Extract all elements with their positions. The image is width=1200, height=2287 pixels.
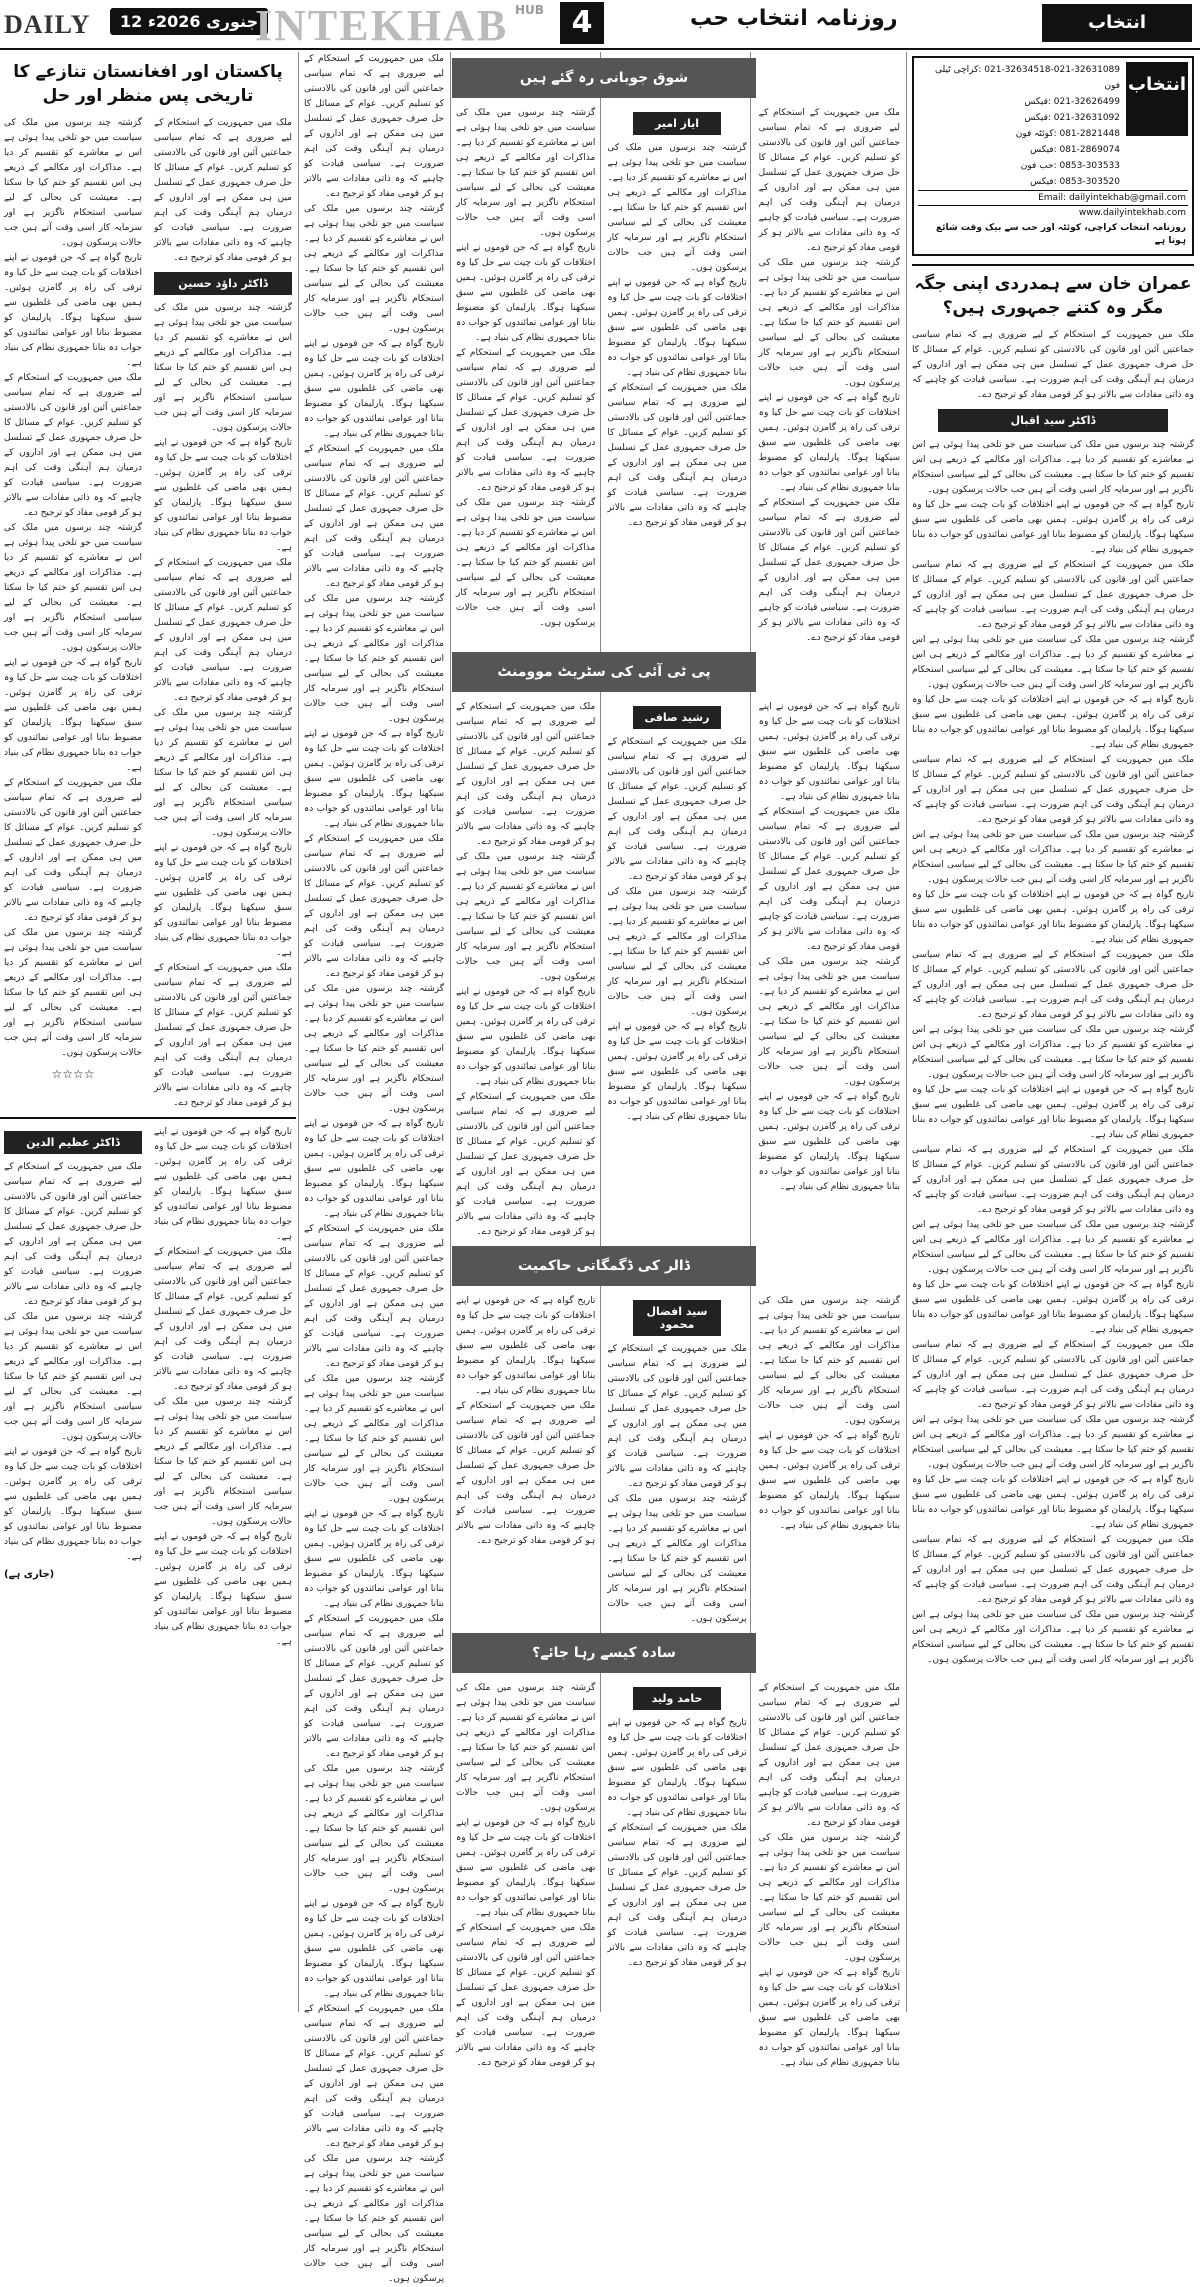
article-title: شوق جوبانی رہ گئے ہیں	[452, 58, 756, 98]
article-body: ملک میں جمہوریت کے استحکام کے لیے ضروری ہے کہ تمام سیاسی جماعتیں آئین اور قانون کی بالادستی کو تسلیم کریں۔ عوام کے مسائل کا حل صرف جمہوری عمل کے تسلسل میں ہی ممکن ہے اور اداروں کے درمیان ہم آہنگی وقت کی اہم ضرورت ہے۔ سیاسی قیادت کو چاہیے کہ وہ ذاتی مفادات سے بالاتر ہو کر قومی مفاد کو ترجیح دے۔	[304, 1224, 444, 1369]
article-body: گزشتہ چند برسوں میں ملک کی سیاست میں جو تلخی پیدا ہوئی ہے اس نے معاشرے کو تقسیم کر دیا ہے۔ مذاکرات اور مکالمے کے ذریعے ہی اس تقسیم کو ختم کیا جا سکتا ہے۔ معیشت کی بحالی کے لیے سیاسی استحکام ناگزیر ہے اور سرمایہ کار اسی وقت آتے ہیں جب حالات پرسکون ہوں۔	[304, 984, 444, 1114]
article-byline: ڈاکٹر عظیم الدین	[4, 1131, 142, 1154]
article-body: گزشتہ چند برسوں میں ملک کی سیاست میں جو تلخی پیدا ہوئی ہے اس نے معاشرے کو تقسیم کر دیا ہے۔ مذاکرات اور مکالمے کے ذریعے ہی اس تقسیم کو ختم کیا جا سکتا ہے۔ معیشت کی بحالی کے لیے سیاسی استحکام ناگزیر ہے اور سرمایہ کار اسی وقت آتے ہیں جب حالات پرسکون ہوں۔	[912, 1415, 1194, 1470]
article-body: تاریخ گواہ ہے کہ جن قوموں نے اپنے اختلافات کو بات چیت سے حل کیا وہ ترقی کی راہ پر گامزن ہوئیں۔ ہمیں بھی ماضی کی غلطیوں سے سبق سیکھنا ہوگا۔ پارلیمان کو مضبوط بنانا اور عوامی نمائندوں کو جواب دہ بنانا جمہوری نظام کی بنیاد ہے۔	[455, 1818, 596, 1918]
article-byline: سید افضال محمود	[633, 1300, 720, 1336]
article-body: تاریخ گواہ ہے کہ جن قوموں نے اپنے اختلافات کو بات چیت سے حل کیا وہ ترقی کی راہ پر گامزن ہوئیں۔ ہمیں بھی ماضی کی غلطیوں سے سبق سیکھنا ہوگا۔ پارلیمان کو مضبوط بنانا اور عوامی نمائندوں کو جواب دہ بنانا جمہوری نظام کی بنیاد ہے۔	[758, 1431, 900, 1531]
article-body: تاریخ گواہ ہے کہ جن قوموں نے اپنے اختلافات کو بات چیت سے حل کیا وہ ترقی کی راہ پر گامزن ہوئیں۔ ہمیں بھی ماضی کی غلطیوں سے سبق سیکھنا ہوگا۔ پارلیمان کو مضبوط بنانا اور عوامی نمائندوں کو جواب دہ بنانا جمہوری نظام کی بنیاد ہے۔	[607, 1718, 747, 1818]
section-divider	[0, 1117, 296, 1119]
article-body: ملک میں جمہوریت کے استحکام کے لیے ضروری ہے کہ تمام سیاسی جماعتیں آئین اور قانون کی بالادستی کو تسلیم کریں۔ عوام کے مسائل کا حل صرف جمہوری عمل کے تسلسل میں ہی ممکن ہے اور اداروں کے درمیان ہم آہنگی وقت کی اہم ضرورت ہے۔ سیاسی قیادت کو چاہیے کہ وہ ذاتی مفادات سے بالاتر ہو کر قومی مفاد کو ترجیح دے۔	[912, 950, 1194, 1020]
article-body: تاریخ گواہ ہے کہ جن قوموں نے اپنے اختلافات کو بات چیت سے حل کیا وہ ترقی کی راہ پر گامزن ہوئیں۔ ہمیں بھی ماضی کی غلطیوں سے سبق سیکھنا ہوگا۔ پارلیمان کو مضبوط بنانا اور عوامی نمائندوں کو جواب دہ بنانا جمہوری نظام کی بنیاد ہے۔	[607, 278, 747, 378]
article-body: ملک میں جمہوریت کے استحکام کے لیے ضروری ہے کہ تمام سیاسی جماعتیں آئین اور قانون کی بالادستی کو تسلیم کریں۔ عوام کے مسائل کا حل صرف جمہوری عمل کے تسلسل میں ہی ممکن ہے اور اداروں کے درمیان ہم آہنگی وقت کی اہم ضرورت ہے۔ سیاسی قیادت کو چاہیے کہ وہ ذاتی مفادات سے بالاتر ہو کر قومی مفاد کو ترجیح دے۔	[758, 108, 900, 253]
article-byline: ڈاکٹر سید اقبال	[938, 409, 1168, 432]
article-body: تاریخ گواہ ہے کہ جن قوموں نے اپنے اختلافات کو بات چیت سے حل کیا وہ ترقی کی راہ پر گامزن ہوئیں۔ ہمیں بھی ماضی کی غلطیوں سے سبق سیکھنا ہوگا۔ پارلیمان کو مضبوط بنانا اور عوامی نمائندوں کو جواب دہ بنانا جمہوری نظام کی بنیاد ہے۔	[154, 843, 292, 958]
article-body: گزشتہ چند برسوں میں ملک کی سیاست میں جو تلخی پیدا ہوئی ہے اس نے معاشرے کو تقسیم کر دیا ہے۔ مذاکرات اور مکالمے کے ذریعے ہی اس تقسیم کو ختم کیا جا سکتا ہے۔ معیشت کی بحالی کے لیے سیاسی استحکام ناگزیر ہے اور سرمایہ کار اسی وقت آتے ہیں جب حالات پرسکون ہوں۔	[912, 1610, 1194, 1665]
article-body: ملک میں جمہوریت کے استحکام کے لیے ضروری ہے کہ تمام سیاسی جماعتیں آئین اور قانون کی بالادستی کو تسلیم کریں۔ عوام کے مسائل کا حل صرف جمہوری عمل کے تسلسل میں ہی ممکن ہے اور اداروں کے درمیان ہم آہنگی وقت کی اہم ضرورت ہے۔ سیاسی قیادت کو چاہیے کہ وہ ذاتی مفادات سے بالاتر ہو کر قومی مفاد کو ترجیح دے۔	[4, 1162, 142, 1307]
column-rule	[450, 52, 451, 2012]
article-title: پاکستان اور افغانستان تنازعے کا تاریخی پس منظر اور حل	[13, 62, 283, 106]
article-body: تاریخ گواہ ہے کہ جن قوموں نے اپنے اختلافات کو بات چیت سے حل کیا وہ ترقی کی راہ پر گامزن ہوئیں۔ ہمیں بھی ماضی کی غلطیوں سے سبق سیکھنا ہوگا۔ پارلیمان کو مضبوط بنانا اور عوامی نمائندوں کو جواب دہ بنانا جمہوری نظام کی بنیاد ہے۔	[4, 253, 142, 368]
article-byline: ڈاکٹر داؤد حسین	[154, 272, 292, 295]
email-line[interactable]: Email: dailyintekhab@gmail.com	[918, 190, 1188, 205]
contact-line: 081-2869074 :فیکس	[1030, 145, 1120, 155]
issue-date: 12 جنوری 2026ء	[110, 8, 268, 35]
left-column	[0, 52, 296, 2017]
article-body: ملک میں جمہوریت کے استحکام کے لیے ضروری ہے کہ تمام سیاسی جماعتیں آئین اور قانون کی بالادستی کو تسلیم کریں۔ عوام کے مسائل کا حل صرف جمہوری عمل کے تسلسل میں ہی ممکن ہے اور اداروں کے درمیان ہم آہنگی وقت کی اہم ضرورت ہے۔ سیاسی قیادت کو چاہیے کہ وہ ذاتی مفادات سے بالاتر ہو کر قومی مفاد کو ترجیح دے۔	[758, 498, 900, 643]
contact-line: 081-2821448 :کوئٹہ فون	[1015, 129, 1120, 139]
article-byline: رشید صافی	[633, 706, 720, 729]
contact-line: 021-32631092 :فیکس	[1024, 113, 1120, 123]
article-body: تاریخ گواہ ہے کہ جن قوموں نے اپنے اختلافات کو بات چیت سے حل کیا وہ ترقی کی راہ پر گامزن ہوئیں۔ ہمیں بھی ماضی کی غلطیوں سے سبق سیکھنا ہوگا۔ پارلیمان کو مضبوط بنانا اور عوامی نمائندوں کو جواب دہ بنانا جمہوری نظام کی بنیاد ہے۔	[455, 987, 596, 1087]
masthead-urdu-title: روزنامہ انتخاب حب	[690, 6, 898, 31]
article-body: ملک میں جمہوریت کے استحکام کے لیے ضروری ہے کہ تمام سیاسی جماعتیں آئین اور قانون کی بالادستی کو تسلیم کریں۔ عوام کے مسائل کا حل صرف جمہوری عمل کے تسلسل میں ہی ممکن ہے اور اداروں کے درمیان ہم آہنگی وقت کی اہم ضرورت ہے۔ سیاسی قیادت کو چاہیے کہ وہ ذاتی مفادات سے بالاتر ہو کر قومی مفاد کو ترجیح دے۔	[304, 444, 444, 589]
article-body: تاریخ گواہ ہے کہ جن قوموں نے اپنے اختلافات کو بات چیت سے حل کیا وہ ترقی کی راہ پر گامزن ہوئیں۔ ہمیں بھی ماضی کی غلطیوں سے سبق سیکھنا ہوگا۔ پارلیمان کو مضبوط بنانا اور عوامی نمائندوں کو جواب دہ بنانا جمہوری نظام کی بنیاد ہے۔	[758, 1092, 900, 1192]
article-body: ملک میں جمہوریت کے استحکام کے لیے ضروری ہے کہ تمام سیاسی جماعتیں آئین اور قانون کی بالادستی کو تسلیم کریں۔ عوام کے مسائل کا حل صرف جمہوری عمل کے تسلسل میں ہی ممکن ہے اور اداروں کے درمیان ہم آہنگی وقت کی اہم ضرورت ہے۔ سیاسی قیادت کو چاہیے کہ وہ ذاتی مفادات سے بالاتر ہو کر قومی مفاد کو ترجیح دے۔	[304, 1614, 444, 1759]
website-line[interactable]: www.dailyintekhab.com	[918, 205, 1188, 220]
article-body: گزشتہ چند برسوں میں ملک کی سیاست میں جو تلخی پیدا ہوئی ہے اس نے معاشرے کو تقسیم کر دیا ہے۔ مذاکرات اور مکالمے کے ذریعے ہی اس تقسیم کو ختم کیا جا سکتا ہے۔ معیشت کی بحالی کے لیے سیاسی استحکام ناگزیر ہے اور سرمایہ کار اسی وقت آتے ہیں جب حالات پرسکون ہوں۔	[758, 258, 900, 388]
article-body: ملک میں جمہوریت کے استحکام کے لیے ضروری ہے کہ تمام سیاسی جماعتیں آئین اور قانون کی بالادستی کو تسلیم کریں۔ عوام کے مسائل کا حل صرف جمہوری عمل کے تسلسل میں ہی ممکن ہے اور اداروں کے درمیان ہم آہنگی وقت کی اہم ضرورت ہے۔ سیاسی قیادت کو چاہیے کہ وہ ذاتی مفادات سے بالاتر ہو کر قومی مفاد کو ترجیح دے۔	[912, 755, 1194, 825]
article-body: گزشتہ چند برسوں میں ملک کی سیاست میں جو تلخی پیدا ہوئی ہے اس نے معاشرے کو تقسیم کر دیا ہے۔ مذاکرات اور مکالمے کے ذریعے ہی اس تقسیم کو ختم کیا جا سکتا ہے۔ معیشت کی بحالی کے لیے سیاسی استحکام ناگزیر ہے اور سرمایہ کار اسی وقت آتے ہیں جب حالات پرسکون ہوں۔	[304, 594, 444, 724]
article-body: ملک میں جمہوریت کے استحکام کے لیے ضروری ہے کہ تمام سیاسی جماعتیں آئین اور قانون کی بالادستی کو تسلیم کریں۔ عوام کے مسائل کا حل صرف جمہوری عمل کے تسلسل میں ہی ممکن ہے اور اداروں کے درمیان ہم آہنگی وقت کی اہم ضرورت ہے۔ سیاسی قیادت کو چاہیے کہ وہ ذاتی مفادات سے بالاتر ہو کر قومی مفاد کو ترجیح دے۔	[154, 1247, 292, 1392]
article-body: تاریخ گواہ ہے کہ جن قوموں نے اپنے اختلافات کو بات چیت سے حل کیا وہ ترقی کی راہ پر گامزن ہوئیں۔ ہمیں بھی ماضی کی غلطیوں سے سبق سیکھنا ہوگا۔ پارلیمان کو مضبوط بنانا اور عوامی نمائندوں کو جواب دہ بنانا جمہوری نظام کی بنیاد ہے۔	[304, 1899, 444, 1999]
contact-list	[918, 62, 1120, 190]
article-body: گزشتہ چند برسوں میں ملک کی سیاست میں جو تلخی پیدا ہوئی ہے اس نے معاشرے کو تقسیم کر دیا ہے۔ مذاکرات اور مکالمے کے ذریعے ہی اس تقسیم کو ختم کیا جا سکتا ہے۔ معیشت کی بحالی کے لیے سیاسی استحکام ناگزیر ہے اور سرمایہ کار اسی وقت آتے ہیں جب حالات پرسکون ہوں۔	[304, 1374, 444, 1504]
publication-notice: روزنامہ انتخاب کراچی، کوئٹہ اور حب سے بیک وقت شائع ہوتا ہے	[936, 223, 1186, 246]
article-byline: ایاز امیر	[633, 112, 720, 135]
article-body: تاریخ گواہ ہے کہ جن قوموں نے اپنے اختلافات کو بات چیت سے حل کیا وہ ترقی کی راہ پر گامزن ہوئیں۔ ہمیں بھی ماضی کی غلطیوں سے سبق سیکھنا ہوگا۔ پارلیمان کو مضبوط بنانا اور عوامی نمائندوں کو جواب دہ بنانا جمہوری نظام کی بنیاد ہے۔	[4, 658, 142, 773]
masthead	[0, 0, 1200, 50]
article-body: ملک میں جمہوریت کے استحکام کے لیے ضروری ہے کہ تمام سیاسی جماعتیں آئین اور قانون کی بالادستی کو تسلیم کریں۔ عوام کے مسائل کا حل صرف جمہوری عمل کے تسلسل میں ہی ممکن ہے اور اداروں کے درمیان ہم آہنگی وقت کی اہم ضرورت ہے۔ سیاسی قیادت کو چاہیے کہ وہ ذاتی مفادات سے بالاتر ہو کر قومی مفاد کو ترجیح دے۔	[607, 1344, 747, 1489]
article-body: ملک میں جمہوریت کے استحکام کے لیے ضروری ہے کہ تمام سیاسی جماعتیں آئین اور قانون کی بالادستی کو تسلیم کریں۔ عوام کے مسائل کا حل صرف جمہوری عمل کے تسلسل میں ہی ممکن ہے اور اداروں کے درمیان ہم آہنگی وقت کی اہم ضرورت ہے۔ سیاسی قیادت کو چاہیے کہ وہ ذاتی مفادات سے بالاتر ہو کر قومی مفاد کو ترجیح دے۔	[455, 1401, 596, 1546]
column-rule	[906, 52, 907, 2012]
article-body: گزشتہ چند برسوں میں ملک کی سیاست میں جو تلخی پیدا ہوئی ہے اس نے معاشرے کو تقسیم کر دیا ہے۔ مذاکرات اور مکالمے کے ذریعے ہی اس تقسیم کو ختم کیا جا سکتا ہے۔ معیشت کی بحالی کے لیے سیاسی استحکام ناگزیر ہے اور سرمایہ کار اسی وقت آتے ہیں جب حالات پرسکون ہوں۔	[912, 830, 1194, 885]
contact-line: 0853-303520 :فیکس	[1030, 177, 1120, 187]
article-body: گزشتہ چند برسوں میں ملک کی سیاست میں جو تلخی پیدا ہوئی ہے اس نے معاشرے کو تقسیم کر دیا ہے۔ مذاکرات اور مکالمے کے ذریعے ہی اس تقسیم کو ختم کیا جا سکتا ہے۔ معیشت کی بحالی کے لیے سیاسی استحکام ناگزیر ہے اور سرمایہ کار اسی وقت آتے ہیں جب حالات پرسکون ہوں۔	[304, 2154, 444, 2284]
article-body: ملک میں جمہوریت کے استحکام کے لیے ضروری ہے کہ تمام سیاسی جماعتیں آئین اور قانون کی بالادستی کو تسلیم کریں۔ عوام کے مسائل کا حل صرف جمہوری عمل کے تسلسل میں ہی ممکن ہے اور اداروں کے درمیان ہم آہنگی وقت کی اہم ضرورت ہے۔ سیاسی قیادت کو چاہیے کہ وہ ذاتی مفادات سے بالاتر ہو کر قومی مفاد کو ترجیح دے۔	[758, 1683, 900, 1828]
article-body: ملک میں جمہوریت کے استحکام کے لیے ضروری ہے کہ تمام سیاسی جماعتیں آئین اور قانون کی بالادستی کو تسلیم کریں۔ عوام کے مسائل کا حل صرف جمہوری عمل کے تسلسل میں ہی ممکن ہے اور اداروں کے درمیان ہم آہنگی وقت کی اہم ضرورت ہے۔ سیاسی قیادت کو چاہیے کہ وہ ذاتی مفادات سے بالاتر ہو کر قومی مفاد کو ترجیح دے۔	[607, 383, 747, 528]
article-body: ملک میں جمہوریت کے استحکام کے لیے ضروری ہے کہ تمام سیاسی جماعتیں آئین اور قانون کی بالادستی کو تسلیم کریں۔ عوام کے مسائل کا حل صرف جمہوری عمل کے تسلسل میں ہی ممکن ہے اور اداروں کے درمیان ہم آہنگی وقت کی اہم ضرورت ہے۔ سیاسی قیادت کو چاہیے کہ وہ ذاتی مفادات سے بالاتر ہو کر قومی مفاد کو ترجیح دے۔	[455, 348, 596, 493]
article-body: گزشتہ چند برسوں میں ملک کی سیاست میں جو تلخی پیدا ہوئی ہے اس نے معاشرے کو تقسیم کر دیا ہے۔ مذاکرات اور مکالمے کے ذریعے ہی اس تقسیم کو ختم کیا جا سکتا ہے۔ معیشت کی بحالی کے لیے سیاسی استحکام ناگزیر ہے اور سرمایہ کار اسی وقت آتے ہیں جب حالات پرسکون ہوں۔	[154, 1397, 292, 1527]
article-body: گزشتہ چند برسوں میں ملک کی سیاست میں جو تلخی پیدا ہوئی ہے اس نے معاشرے کو تقسیم کر دیا ہے۔ مذاکرات اور مکالمے کے ذریعے ہی اس تقسیم کو ختم کیا جا سکتا ہے۔ معیشت کی بحالی کے لیے سیاسی استحکام ناگزیر ہے اور سرمایہ کار اسی وقت آتے ہیں جب حالات پرسکون ہوں۔	[607, 143, 747, 273]
page-number: 4	[560, 2, 604, 44]
article-body: ملک میں جمہوریت کے استحکام کے لیے ضروری ہے کہ تمام سیاسی جماعتیں آئین اور قانون کی بالادستی کو تسلیم کریں۔ عوام کے مسائل کا حل صرف جمہوری عمل کے تسلسل میں ہی ممکن ہے اور اداروں کے درمیان ہم آہنگی وقت کی اہم ضرورت ہے۔ سیاسی قیادت کو چاہیے کہ وہ ذاتی مفادات سے بالاتر ہو کر قومی مفاد کو ترجیح دے۔	[607, 737, 747, 882]
article-body: ملک میں جمہوریت کے استحکام کے لیے ضروری ہے کہ تمام سیاسی جماعتیں آئین اور قانون کی بالادستی کو تسلیم کریں۔ عوام کے مسائل کا حل صرف جمہوری عمل کے تسلسل میں ہی ممکن ہے اور اداروں کے درمیان ہم آہنگی وقت کی اہم ضرورت ہے۔ سیاسی قیادت کو چاہیے کہ وہ ذاتی مفادات سے بالاتر ہو کر قومی مفاد کو ترجیح دے۔	[154, 118, 292, 263]
article-body: ملک میں جمہوریت کے استحکام کے لیے ضروری ہے کہ تمام سیاسی جماعتیں آئین اور قانون کی بالادستی کو تسلیم کریں۔ عوام کے مسائل کا حل صرف جمہوری عمل کے تسلسل میں ہی ممکن ہے اور اداروں کے درمیان ہم آہنگی وقت کی اہم ضرورت ہے۔ سیاسی قیادت کو چاہیے کہ وہ ذاتی مفادات سے بالاتر ہو کر قومی مفاد کو ترجیح دے۔	[154, 963, 292, 1108]
publication-logo: انتخاب	[1126, 62, 1188, 136]
article-body: تاریخ گواہ ہے کہ جن قوموں نے اپنے اختلافات کو بات چیت سے حل کیا وہ ترقی کی راہ پر گامزن ہوئیں۔ ہمیں بھی ماضی کی غلطیوں سے سبق سیکھنا ہوگا۔ پارلیمان کو مضبوط بنانا اور عوامی نمائندوں کو جواب دہ بنانا جمہوری نظام کی بنیاد ہے۔	[154, 1532, 292, 1647]
article-body: گزشتہ چند برسوں میں ملک کی سیاست میں جو تلخی پیدا ہوئی ہے اس نے معاشرے کو تقسیم کر دیا ہے۔ مذاکرات اور مکالمے کے ذریعے ہی اس تقسیم کو ختم کیا جا سکتا ہے۔ معیشت کی بحالی کے لیے سیاسی استحکام ناگزیر ہے اور سرمایہ کار اسی وقت آتے ہیں جب حالات پرسکون ہوں۔	[455, 498, 596, 628]
article-body: ملک میں جمہوریت کے استحکام کے لیے ضروری ہے کہ تمام سیاسی جماعتیں آئین اور قانون کی بالادستی کو تسلیم کریں۔ عوام کے مسائل کا حل صرف جمہوری عمل کے تسلسل میں ہی ممکن ہے اور اداروں کے درمیان ہم آہنگی وقت کی اہم ضرورت ہے۔ سیاسی قیادت کو چاہیے کہ وہ ذاتی مفادات سے بالاتر ہو کر قومی مفاد کو ترجیح دے۔	[304, 54, 444, 199]
article-title: سادہ کیسے رہا جائے؟	[452, 1633, 756, 1673]
article-body: گزشتہ چند برسوں میں ملک کی سیاست میں جو تلخی پیدا ہوئی ہے اس نے معاشرے کو تقسیم کر دیا ہے۔ مذاکرات اور مکالمے کے ذریعے ہی اس تقسیم کو ختم کیا جا سکتا ہے۔ معیشت کی بحالی کے لیے سیاسی استحکام ناگزیر ہے اور سرمایہ کار اسی وقت آتے ہیں جب حالات پرسکون ہوں۔	[455, 852, 596, 982]
article-body: ملک میں جمہوریت کے استحکام کے لیے ضروری ہے کہ تمام سیاسی جماعتیں آئین اور قانون کی بالادستی کو تسلیم کریں۔ عوام کے مسائل کا حل صرف جمہوری عمل کے تسلسل میں ہی ممکن ہے اور اداروں کے درمیان ہم آہنگی وقت کی اہم ضرورت ہے۔ سیاسی قیادت کو چاہیے کہ وہ ذاتی مفادات سے بالاتر ہو کر قومی مفاد کو ترجیح دے۔	[154, 558, 292, 703]
right-column	[908, 52, 1198, 2017]
article-body: تاریخ گواہ ہے کہ جن قوموں نے اپنے اختلافات کو بات چیت سے حل کیا وہ ترقی کی راہ پر گامزن ہوئیں۔ ہمیں بھی ماضی کی غلطیوں سے سبق سیکھنا ہوگا۔ پارلیمان کو مضبوط بنانا اور عوامی نمائندوں کو جواب دہ بنانا جمہوری نظام کی بنیاد ہے۔	[912, 890, 1194, 945]
contact-line: 0853-303533 :حب فون	[1020, 161, 1120, 171]
article-body: تاریخ گواہ ہے کہ جن قوموں نے اپنے اختلافات کو بات چیت سے حل کیا وہ ترقی کی راہ پر گامزن ہوئیں۔ ہمیں بھی ماضی کی غلطیوں سے سبق سیکھنا ہوگا۔ پارلیمان کو مضبوط بنانا اور عوامی نمائندوں کو جواب دہ بنانا جمہوری نظام کی بنیاد ہے۔	[758, 1968, 900, 2068]
article-body: تاریخ گواہ ہے کہ جن قوموں نے اپنے اختلافات کو بات چیت سے حل کیا وہ ترقی کی راہ پر گامزن ہوئیں۔ ہمیں بھی ماضی کی غلطیوں سے سبق سیکھنا ہوگا۔ پارلیمان کو مضبوط بنانا اور عوامی نمائندوں کو جواب دہ بنانا جمہوری نظام کی بنیاد ہے۔	[304, 1509, 444, 1609]
article-body: گزشتہ چند برسوں میں ملک کی سیاست میں جو تلخی پیدا ہوئی ہے اس نے معاشرے کو تقسیم کر دیا ہے۔ مذاکرات اور مکالمے کے ذریعے ہی اس تقسیم کو ختم کیا جا سکتا ہے۔ معیشت کی بحالی کے لیے سیاسی استحکام ناگزیر ہے اور سرمایہ کار اسی وقت آتے ہیں جب حالات پرسکون ہوں۔	[4, 1312, 142, 1442]
contact-line: 021-32634518-021-32631089 :کراچی ٹیلی فون	[935, 65, 1120, 91]
contact-line: 021-32626499 :فیکس	[1024, 97, 1120, 107]
column-rule	[298, 52, 299, 2012]
article-title: عمران خان سے ہمدردی اپنی جگہ مگر وہ کتنے جمہوری ہیں؟	[912, 264, 1194, 320]
article-body: گزشتہ چند برسوں میں ملک کی سیاست میں جو تلخی پیدا ہوئی ہے اس نے معاشرے کو تقسیم کر دیا ہے۔ مذاکرات اور مکالمے کے ذریعے ہی اس تقسیم کو ختم کیا جا سکتا ہے۔ معیشت کی بحالی کے لیے سیاسی استحکام ناگزیر ہے اور سرمایہ کار اسی وقت آتے ہیں جب حالات پرسکون ہوں۔	[912, 440, 1194, 495]
article-body: تاریخ گواہ ہے کہ جن قوموں نے اپنے اختلافات کو بات چیت سے حل کیا وہ ترقی کی راہ پر گامزن ہوئیں۔ ہمیں بھی ماضی کی غلطیوں سے سبق سیکھنا ہوگا۔ پارلیمان کو مضبوط بنانا اور عوامی نمائندوں کو جواب دہ بنانا جمہوری نظام کی بنیاد ہے۔	[912, 500, 1194, 555]
article-body: ملک میں جمہوریت کے استحکام کے لیے ضروری ہے کہ تمام سیاسی جماعتیں آئین اور قانون کی بالادستی کو تسلیم کریں۔ عوام کے مسائل کا حل صرف جمہوری عمل کے تسلسل میں ہی ممکن ہے اور اداروں کے درمیان ہم آہنگی وقت کی اہم ضرورت ہے۔ سیاسی قیادت کو چاہیے کہ وہ ذاتی مفادات سے بالاتر ہو کر قومی مفاد کو ترجیح دے۔	[455, 1923, 596, 2068]
article-body: تاریخ گواہ ہے کہ جن قوموں نے اپنے اختلافات کو بات چیت سے حل کیا وہ ترقی کی راہ پر گامزن ہوئیں۔ ہمیں بھی ماضی کی غلطیوں سے سبق سیکھنا ہوگا۔ پارلیمان کو مضبوط بنانا اور عوامی نمائندوں کو جواب دہ بنانا جمہوری نظام کی بنیاد ہے۔	[455, 1296, 596, 1396]
article-title: ڈالر کی ڈگمگاتی حاکمیت	[452, 1246, 756, 1286]
article-body: ملک میں جمہوریت کے استحکام کے لیے ضروری ہے کہ تمام سیاسی جماعتیں آئین اور قانون کی بالادستی کو تسلیم کریں۔ عوام کے مسائل کا حل صرف جمہوری عمل کے تسلسل میں ہی ممکن ہے اور اداروں کے درمیان ہم آہنگی وقت کی اہم ضرورت ہے۔ سیاسی قیادت کو چاہیے کہ وہ ذاتی مفادات سے بالاتر ہو کر قومی مفاد کو ترجیح دے۔	[912, 1145, 1194, 1215]
article-body: تاریخ گواہ ہے کہ جن قوموں نے اپنے اختلافات کو بات چیت سے حل کیا وہ ترقی کی راہ پر گامزن ہوئیں۔ ہمیں بھی ماضی کی غلطیوں سے سبق سیکھنا ہوگا۔ پارلیمان کو مضبوط بنانا اور عوامی نمائندوں کو جواب دہ بنانا جمہوری نظام کی بنیاد ہے۔	[304, 1119, 444, 1219]
continued-note: (جاری ہے)	[4, 1569, 55, 1580]
article-body: ملک میں جمہوریت کے استحکام کے لیے ضروری ہے کہ تمام سیاسی جماعتیں آئین اور قانون کی بالادستی کو تسلیم کریں۔ عوام کے مسائل کا حل صرف جمہوری عمل کے تسلسل میں ہی ممکن ہے اور اداروں کے درمیان ہم آہنگی وقت کی اہم ضرورت ہے۔ سیاسی قیادت کو چاہیے کہ وہ ذاتی مفادات سے بالاتر ہو کر قومی مفاد کو ترجیح دے۔	[607, 1823, 747, 1968]
article-body: گزشتہ چند برسوں میں ملک کی سیاست میں جو تلخی پیدا ہوئی ہے اس نے معاشرے کو تقسیم کر دیا ہے۔ مذاکرات اور مکالمے کے ذریعے ہی اس تقسیم کو ختم کیا جا سکتا ہے۔ معیشت کی بحالی کے لیے سیاسی استحکام ناگزیر ہے اور سرمایہ کار اسی وقت آتے ہیں جب حالات پرسکون ہوں۔	[912, 635, 1194, 690]
article-body: گزشتہ چند برسوں میں ملک کی سیاست میں جو تلخی پیدا ہوئی ہے اس نے معاشرے کو تقسیم کر دیا ہے۔ مذاکرات اور مکالمے کے ذریعے ہی اس تقسیم کو ختم کیا جا سکتا ہے۔ معیشت کی بحالی کے لیے سیاسی استحکام ناگزیر ہے اور سرمایہ کار اسی وقت آتے ہیں جب حالات پرسکون ہوں۔	[455, 1683, 596, 1813]
masthead-brand: INTEKHAB	[255, 1, 509, 50]
article-body: تاریخ گواہ ہے کہ جن قوموں نے اپنے اختلافات کو بات چیت سے حل کیا وہ ترقی کی راہ پر گامزن ہوئیں۔ ہمیں بھی ماضی کی غلطیوں سے سبق سیکھنا ہوگا۔ پارلیمان کو مضبوط بنانا اور عوامی نمائندوں کو جواب دہ بنانا جمہوری نظام کی بنیاد ہے۔	[607, 1022, 747, 1122]
article-body: گزشتہ چند برسوں میں ملک کی سیاست میں جو تلخی پیدا ہوئی ہے اس نے معاشرے کو تقسیم کر دیا ہے۔ مذاکرات اور مکالمے کے ذریعے ہی اس تقسیم کو ختم کیا جا سکتا ہے۔ معیشت کی بحالی کے لیے سیاسی استحکام ناگزیر ہے اور سرمایہ کار اسی وقت آتے ہیں جب حالات پرسکون ہوں۔	[4, 118, 142, 248]
article-body: ملک میں جمہوریت کے استحکام کے لیے ضروری ہے کہ تمام سیاسی جماعتیں آئین اور قانون کی بالادستی کو تسلیم کریں۔ عوام کے مسائل کا حل صرف جمہوری عمل کے تسلسل میں ہی ممکن ہے اور اداروں کے درمیان ہم آہنگی وقت کی اہم ضرورت ہے۔ سیاسی قیادت کو چاہیے کہ وہ ذاتی مفادات سے بالاتر ہو کر قومی مفاد کو ترجیح دے۔	[912, 1535, 1194, 1605]
article-body: تاریخ گواہ ہے کہ جن قوموں نے اپنے اختلافات کو بات چیت سے حل کیا وہ ترقی کی راہ پر گامزن ہوئیں۔ ہمیں بھی ماضی کی غلطیوں سے سبق سیکھنا ہوگا۔ پارلیمان کو مضبوط بنانا اور عوامی نمائندوں کو جواب دہ بنانا جمہوری نظام کی بنیاد ہے۔	[4, 1447, 142, 1562]
article-body: گزشتہ چند برسوں میں ملک کی سیاست میں جو تلخی پیدا ہوئی ہے اس نے معاشرے کو تقسیم کر دیا ہے۔ مذاکرات اور مکالمے کے ذریعے ہی اس تقسیم کو ختم کیا جا سکتا ہے۔ معیشت کی بحالی کے لیے سیاسی استحکام ناگزیر ہے اور سرمایہ کار اسی وقت آتے ہیں جب حالات پرسکون ہوں۔	[4, 523, 142, 653]
article-body: تاریخ گواہ ہے کہ جن قوموں نے اپنے اختلافات کو بات چیت سے حل کیا وہ ترقی کی راہ پر گامزن ہوئیں۔ ہمیں بھی ماضی کی غلطیوں سے سبق سیکھنا ہوگا۔ پارلیمان کو مضبوط بنانا اور عوامی نمائندوں کو جواب دہ بنانا جمہوری نظام کی بنیاد ہے۔	[758, 393, 900, 493]
article-byline: حامد ولید	[633, 1687, 720, 1710]
article-body: ملک میں جمہوریت کے استحکام کے لیے ضروری ہے کہ تمام سیاسی جماعتیں آئین اور قانون کی بالادستی کو تسلیم کریں۔ عوام کے مسائل کا حل صرف جمہوری عمل کے تسلسل میں ہی ممکن ہے اور اداروں کے درمیان ہم آہنگی وقت کی اہم ضرورت ہے۔ سیاسی قیادت کو چاہیے کہ وہ ذاتی مفادات سے بالاتر ہو کر قومی مفاد کو ترجیح دے۔	[4, 373, 142, 518]
article-body: گزشتہ چند برسوں میں ملک کی سیاست میں جو تلخی پیدا ہوئی ہے اس نے معاشرے کو تقسیم کر دیا ہے۔ مذاکرات اور مکالمے کے ذریعے ہی اس تقسیم کو ختم کیا جا سکتا ہے۔ معیشت کی بحالی کے لیے سیاسی استحکام ناگزیر ہے اور سرمایہ کار اسی وقت آتے ہیں جب حالات پرسکون ہوں۔	[304, 204, 444, 334]
article-body: تاریخ گواہ ہے کہ جن قوموں نے اپنے اختلافات کو بات چیت سے حل کیا وہ ترقی کی راہ پر گامزن ہوئیں۔ ہمیں بھی ماضی کی غلطیوں سے سبق سیکھنا ہوگا۔ پارلیمان کو مضبوط بنانا اور عوامی نمائندوں کو جواب دہ بنانا جمہوری نظام کی بنیاد ہے۔	[154, 438, 292, 553]
article-body: گزشتہ چند برسوں میں ملک کی سیاست میں جو تلخی پیدا ہوئی ہے اس نے معاشرے کو تقسیم کر دیا ہے۔ مذاکرات اور مکالمے کے ذریعے ہی اس تقسیم کو ختم کیا جا سکتا ہے۔ معیشت کی بحالی کے لیے سیاسی استحکام ناگزیر ہے اور سرمایہ کار اسی وقت آتے ہیں جب حالات پرسکون ہوں۔	[154, 303, 292, 433]
publication-info-box	[912, 56, 1194, 256]
masthead-logo: انتخاب	[1042, 4, 1192, 42]
article-body: ملک میں جمہوریت کے استحکام کے لیے ضروری ہے کہ تمام سیاسی جماعتیں آئین اور قانون کی بالادستی کو تسلیم کریں۔ عوام کے مسائل کا حل صرف جمہوری عمل کے تسلسل میں ہی ممکن ہے اور اداروں کے درمیان ہم آہنگی وقت کی اہم ضرورت ہے۔ سیاسی قیادت کو چاہیے کہ وہ ذاتی مفادات سے بالاتر ہو کر قومی مفاد کو ترجیح دے۔	[455, 1092, 596, 1237]
article-body: تاریخ گواہ ہے کہ جن قوموں نے اپنے اختلافات کو بات چیت سے حل کیا وہ ترقی کی راہ پر گامزن ہوئیں۔ ہمیں بھی ماضی کی غلطیوں سے سبق سیکھنا ہوگا۔ پارلیمان کو مضبوط بنانا اور عوامی نمائندوں کو جواب دہ بنانا جمہوری نظام کی بنیاد ہے۔	[154, 1127, 292, 1242]
article-body: ملک میں جمہوریت کے استحکام کے لیے ضروری ہے کہ تمام سیاسی جماعتیں آئین اور قانون کی بالادستی کو تسلیم کریں۔ عوام کے مسائل کا حل صرف جمہوری عمل کے تسلسل میں ہی ممکن ہے اور اداروں کے درمیان ہم آہنگی وقت کی اہم ضرورت ہے۔ سیاسی قیادت کو چاہیے کہ وہ ذاتی مفادات سے بالاتر ہو کر قومی مفاد کو ترجیح دے۔	[4, 778, 142, 923]
article-body: گزشتہ چند برسوں میں ملک کی سیاست میں جو تلخی پیدا ہوئی ہے اس نے معاشرے کو تقسیم کر دیا ہے۔ مذاکرات اور مکالمے کے ذریعے ہی اس تقسیم کو ختم کیا جا سکتا ہے۔ معیشت کی بحالی کے لیے سیاسی استحکام ناگزیر ہے اور سرمایہ کار اسی وقت آتے ہیں جب حالات پرسکون ہوں۔	[758, 957, 900, 1087]
article-body: گزشتہ چند برسوں میں ملک کی سیاست میں جو تلخی پیدا ہوئی ہے اس نے معاشرے کو تقسیم کر دیا ہے۔ مذاکرات اور مکالمے کے ذریعے ہی اس تقسیم کو ختم کیا جا سکتا ہے۔ معیشت کی بحالی کے لیے سیاسی استحکام ناگزیر ہے اور سرمایہ کار اسی وقت آتے ہیں جب حالات پرسکون ہوں۔	[304, 1764, 444, 1894]
article-body: گزشتہ چند برسوں میں ملک کی سیاست میں جو تلخی پیدا ہوئی ہے اس نے معاشرے کو تقسیم کر دیا ہے۔ مذاکرات اور مکالمے کے ذریعے ہی اس تقسیم کو ختم کیا جا سکتا ہے۔ معیشت کی بحالی کے لیے سیاسی استحکام ناگزیر ہے اور سرمایہ کار اسی وقت آتے ہیں جب حالات پرسکون ہوں۔	[607, 1494, 747, 1624]
article-body: گزشتہ چند برسوں میں ملک کی سیاست میں جو تلخی پیدا ہوئی ہے اس نے معاشرے کو تقسیم کر دیا ہے۔ مذاکرات اور مکالمے کے ذریعے ہی اس تقسیم کو ختم کیا جا سکتا ہے۔ معیشت کی بحالی کے لیے سیاسی استحکام ناگزیر ہے اور سرمایہ کار اسی وقت آتے ہیں جب حالات پرسکون ہوں۔	[607, 887, 747, 1017]
masthead-daily: DAILY	[4, 10, 91, 39]
article-body: گزشتہ چند برسوں میں ملک کی سیاست میں جو تلخی پیدا ہوئی ہے اس نے معاشرے کو تقسیم کر دیا ہے۔ مذاکرات اور مکالمے کے ذریعے ہی اس تقسیم کو ختم کیا جا سکتا ہے۔ معیشت کی بحالی کے لیے سیاسی استحکام ناگزیر ہے اور سرمایہ کار اسی وقت آتے ہیں جب حالات پرسکون ہوں۔	[912, 1220, 1194, 1275]
article-body: تاریخ گواہ ہے کہ جن قوموں نے اپنے اختلافات کو بات چیت سے حل کیا وہ ترقی کی راہ پر گامزن ہوئیں۔ ہمیں بھی ماضی کی غلطیوں سے سبق سیکھنا ہوگا۔ پارلیمان کو مضبوط بنانا اور عوامی نمائندوں کو جواب دہ بنانا جمہوری نظام کی بنیاد ہے۔	[304, 729, 444, 829]
article-body: ملک میں جمہوریت کے استحکام کے لیے ضروری ہے کہ تمام سیاسی جماعتیں آئین اور قانون کی بالادستی کو تسلیم کریں۔ عوام کے مسائل کا حل صرف جمہوری عمل کے تسلسل میں ہی ممکن ہے اور اداروں کے درمیان ہم آہنگی وقت کی اہم ضرورت ہے۔ سیاسی قیادت کو چاہیے کہ وہ ذاتی مفادات سے بالاتر ہو کر قومی مفاد کو ترجیح دے۔	[912, 1340, 1194, 1410]
article-body: گزشتہ چند برسوں میں ملک کی سیاست میں جو تلخی پیدا ہوئی ہے اس نے معاشرے کو تقسیم کر دیا ہے۔ مذاکرات اور مکالمے کے ذریعے ہی اس تقسیم کو ختم کیا جا سکتا ہے۔ معیشت کی بحالی کے لیے سیاسی استحکام ناگزیر ہے اور سرمایہ کار اسی وقت آتے ہیں جب حالات پرسکون ہوں۔	[4, 928, 142, 1058]
article-body: ملک میں جمہوریت کے استحکام کے لیے ضروری ہے کہ تمام سیاسی جماعتیں آئین اور قانون کی بالادستی کو تسلیم کریں۔ عوام کے مسائل کا حل صرف جمہوری عمل کے تسلسل میں ہی ممکن ہے اور اداروں کے درمیان ہم آہنگی وقت کی اہم ضرورت ہے۔ سیاسی قیادت کو چاہیے کہ وہ ذاتی مفادات سے بالاتر ہو کر قومی مفاد کو ترجیح دے۔	[304, 834, 444, 979]
masthead-hub: HUB	[515, 3, 544, 17]
article-body: گزشتہ چند برسوں میں ملک کی سیاست میں جو تلخی پیدا ہوئی ہے اس نے معاشرے کو تقسیم کر دیا ہے۔ مذاکرات اور مکالمے کے ذریعے ہی اس تقسیم کو ختم کیا جا سکتا ہے۔ معیشت کی بحالی کے لیے سیاسی استحکام ناگزیر ہے اور سرمایہ کار اسی وقت آتے ہیں جب حالات پرسکون ہوں۔	[455, 108, 596, 238]
center-right-block	[452, 52, 904, 2068]
article-body: تاریخ گواہ ہے کہ جن قوموں نے اپنے اختلافات کو بات چیت سے حل کیا وہ ترقی کی راہ پر گامزن ہوئیں۔ ہمیں بھی ماضی کی غلطیوں سے سبق سیکھنا ہوگا۔ پارلیمان کو مضبوط بنانا اور عوامی نمائندوں کو جواب دہ بنانا جمہوری نظام کی بنیاد ہے۔	[912, 1475, 1194, 1530]
article-body: گزشتہ چند برسوں میں ملک کی سیاست میں جو تلخی پیدا ہوئی ہے اس نے معاشرے کو تقسیم کر دیا ہے۔ مذاکرات اور مکالمے کے ذریعے ہی اس تقسیم کو ختم کیا جا سکتا ہے۔ معیشت کی بحالی کے لیے سیاسی استحکام ناگزیر ہے اور سرمایہ کار اسی وقت آتے ہیں جب حالات پرسکون ہوں۔	[758, 1833, 900, 1963]
article-body: تاریخ گواہ ہے کہ جن قوموں نے اپنے اختلافات کو بات چیت سے حل کیا وہ ترقی کی راہ پر گامزن ہوئیں۔ ہمیں بھی ماضی کی غلطیوں سے سبق سیکھنا ہوگا۔ پارلیمان کو مضبوط بنانا اور عوامی نمائندوں کو جواب دہ بنانا جمہوری نظام کی بنیاد ہے۔	[912, 1280, 1194, 1335]
article-body: تاریخ گواہ ہے کہ جن قوموں نے اپنے اختلافات کو بات چیت سے حل کیا وہ ترقی کی راہ پر گامزن ہوئیں۔ ہمیں بھی ماضی کی غلطیوں سے سبق سیکھنا ہوگا۔ پارلیمان کو مضبوط بنانا اور عوامی نمائندوں کو جواب دہ بنانا جمہوری نظام کی بنیاد ہے۔	[455, 243, 596, 343]
article-body: ملک میں جمہوریت کے استحکام کے لیے ضروری ہے کہ تمام سیاسی جماعتیں آئین اور قانون کی بالادستی کو تسلیم کریں۔ عوام کے مسائل کا حل صرف جمہوری عمل کے تسلسل میں ہی ممکن ہے اور اداروں کے درمیان ہم آہنگی وقت کی اہم ضرورت ہے۔ سیاسی قیادت کو چاہیے کہ وہ ذاتی مفادات سے بالاتر ہو کر قومی مفاد کو ترجیح دے۔	[912, 560, 1194, 630]
article-body: ملک میں جمہوریت کے استحکام کے لیے ضروری ہے کہ تمام سیاسی جماعتیں آئین اور قانون کی بالادستی کو تسلیم کریں۔ عوام کے مسائل کا حل صرف جمہوری عمل کے تسلسل میں ہی ممکن ہے اور اداروں کے درمیان ہم آہنگی وقت کی اہم ضرورت ہے۔ سیاسی قیادت کو چاہیے کہ وہ ذاتی مفادات سے بالاتر ہو کر قومی مفاد کو ترجیح دے۔	[758, 807, 900, 952]
article-body: گزشتہ چند برسوں میں ملک کی سیاست میں جو تلخی پیدا ہوئی ہے اس نے معاشرے کو تقسیم کر دیا ہے۔ مذاکرات اور مکالمے کے ذریعے ہی اس تقسیم کو ختم کیا جا سکتا ہے۔ معیشت کی بحالی کے لیے سیاسی استحکام ناگزیر ہے اور سرمایہ کار اسی وقت آتے ہیں جب حالات پرسکون ہوں۔	[154, 708, 292, 838]
article-body: تاریخ گواہ ہے کہ جن قوموں نے اپنے اختلافات کو بات چیت سے حل کیا وہ ترقی کی راہ پر گامزن ہوئیں۔ ہمیں بھی ماضی کی غلطیوں سے سبق سیکھنا ہوگا۔ پارلیمان کو مضبوط بنانا اور عوامی نمائندوں کو جواب دہ بنانا جمہوری نظام کی بنیاد ہے۔	[758, 702, 900, 802]
article-body: گزشتہ چند برسوں میں ملک کی سیاست میں جو تلخی پیدا ہوئی ہے اس نے معاشرے کو تقسیم کر دیا ہے۔ مذاکرات اور مکالمے کے ذریعے ہی اس تقسیم کو ختم کیا جا سکتا ہے۔ معیشت کی بحالی کے لیے سیاسی استحکام ناگزیر ہے اور سرمایہ کار اسی وقت آتے ہیں جب حالات پرسکون ہوں۔	[912, 1025, 1194, 1080]
article-body: ملک میں جمہوریت کے استحکام کے لیے ضروری ہے کہ تمام سیاسی جماعتیں آئین اور قانون کی بالادستی کو تسلیم کریں۔ عوام کے مسائل کا حل صرف جمہوری عمل کے تسلسل میں ہی ممکن ہے اور اداروں کے درمیان ہم آہنگی وقت کی اہم ضرورت ہے۔ سیاسی قیادت کو چاہیے کہ وہ ذاتی مفادات سے بالاتر ہو کر قومی مفاد کو ترجیح دے۔	[912, 330, 1194, 400]
article-body: تاریخ گواہ ہے کہ جن قوموں نے اپنے اختلافات کو بات چیت سے حل کیا وہ ترقی کی راہ پر گامزن ہوئیں۔ ہمیں بھی ماضی کی غلطیوں سے سبق سیکھنا ہوگا۔ پارلیمان کو مضبوط بنانا اور عوامی نمائندوں کو جواب دہ بنانا جمہوری نظام کی بنیاد ہے۔	[912, 1085, 1194, 1140]
section-end-stars: ☆☆☆☆	[51, 1067, 95, 1081]
article-title: پی ٹی آئی کی سٹریٹ موومنٹ	[452, 652, 756, 692]
article-body: تاریخ گواہ ہے کہ جن قوموں نے اپنے اختلافات کو بات چیت سے حل کیا وہ ترقی کی راہ پر گامزن ہوئیں۔ ہمیں بھی ماضی کی غلطیوں سے سبق سیکھنا ہوگا۔ پارلیمان کو مضبوط بنانا اور عوامی نمائندوں کو جواب دہ بنانا جمہوری نظام کی بنیاد ہے۔	[304, 339, 444, 439]
center-left-column	[300, 52, 448, 2284]
article-body: ملک میں جمہوریت کے استحکام کے لیے ضروری ہے کہ تمام سیاسی جماعتیں آئین اور قانون کی بالادستی کو تسلیم کریں۔ عوام کے مسائل کا حل صرف جمہوری عمل کے تسلسل میں ہی ممکن ہے اور اداروں کے درمیان ہم آہنگی وقت کی اہم ضرورت ہے۔ سیاسی قیادت کو چاہیے کہ وہ ذاتی مفادات سے بالاتر ہو کر قومی مفاد کو ترجیح دے۔	[304, 2004, 444, 2149]
article-body: تاریخ گواہ ہے کہ جن قوموں نے اپنے اختلافات کو بات چیت سے حل کیا وہ ترقی کی راہ پر گامزن ہوئیں۔ ہمیں بھی ماضی کی غلطیوں سے سبق سیکھنا ہوگا۔ پارلیمان کو مضبوط بنانا اور عوامی نمائندوں کو جواب دہ بنانا جمہوری نظام کی بنیاد ہے۔	[912, 695, 1194, 750]
article-body: گزشتہ چند برسوں میں ملک کی سیاست میں جو تلخی پیدا ہوئی ہے اس نے معاشرے کو تقسیم کر دیا ہے۔ مذاکرات اور مکالمے کے ذریعے ہی اس تقسیم کو ختم کیا جا سکتا ہے۔ معیشت کی بحالی کے لیے سیاسی استحکام ناگزیر ہے اور سرمایہ کار اسی وقت آتے ہیں جب حالات پرسکون ہوں۔	[758, 1296, 900, 1426]
article-body: ملک میں جمہوریت کے استحکام کے لیے ضروری ہے کہ تمام سیاسی جماعتیں آئین اور قانون کی بالادستی کو تسلیم کریں۔ عوام کے مسائل کا حل صرف جمہوری عمل کے تسلسل میں ہی ممکن ہے اور اداروں کے درمیان ہم آہنگی وقت کی اہم ضرورت ہے۔ سیاسی قیادت کو چاہیے کہ وہ ذاتی مفادات سے بالاتر ہو کر قومی مفاد کو ترجیح دے۔	[455, 702, 596, 847]
